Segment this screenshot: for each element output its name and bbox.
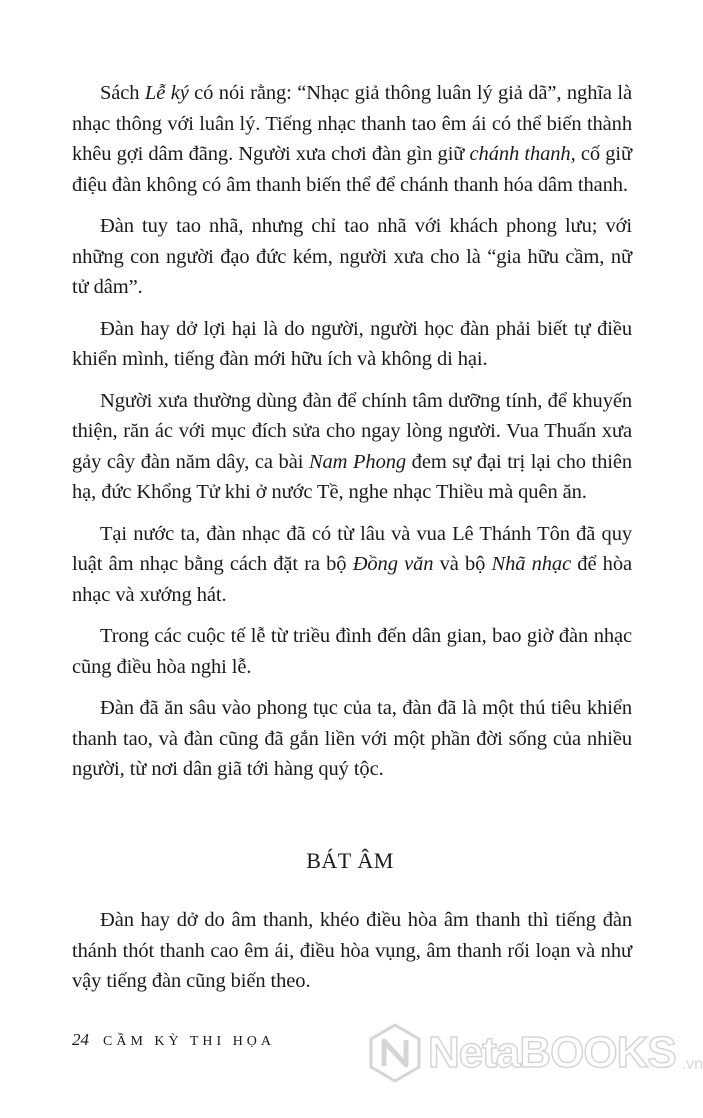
text-run: và bộ bbox=[433, 553, 492, 575]
text-run: để hòa nhạc và xướng hát. bbox=[72, 553, 632, 606]
paragraph bbox=[72, 693, 632, 785]
text-run: cố giữ điệu đàn không có âm thanh biến thể để chánh thanh hóa dâm thanh. bbox=[72, 143, 632, 196]
paragraph bbox=[72, 905, 632, 997]
text-run: Đàn đã ăn sâu vào phong tục của ta, đàn đã là một thú tiêu khiển thanh tao, và đàn cũng đã gắn liền với một phần đời sống của nhiều người, từ nơi dân giã tới hàng quý tộc. bbox=[72, 697, 632, 780]
section-body-text bbox=[72, 905, 632, 1008]
paragraph bbox=[72, 621, 632, 682]
text-run: có nói rằng: “Nhạc giả thông luân lý giả dã”, nghĩa là nhạc thông với luân lý. Tiếng nhạc thanh tao êm ái có thể biến thành khêu gợi dâm đãng. Người xưa chơi đàn gìn giữ bbox=[72, 82, 632, 165]
paragraph bbox=[72, 519, 632, 611]
italic-text: Nam Phong bbox=[308, 450, 407, 473]
paragraph bbox=[72, 386, 632, 508]
page-number: 24 bbox=[72, 1030, 89, 1049]
text-run: Đàn hay dở lợi hại là do người, người học đàn phải biết tự điều khiển mình, tiếng đàn mới hữu ích và không di hại. bbox=[72, 317, 632, 370]
running-title: CẦM KỲ THI HỌA bbox=[103, 1034, 276, 1049]
italic-text: Lễ ký bbox=[144, 82, 189, 104]
watermark-suffix: .vn bbox=[681, 1056, 703, 1073]
text-run: Người xưa thường dùng đàn để chính tâm dưỡng tính, để khuyến thiện, răn ác với mục đích sửa cho ngay lòng người. Vua Thuấn xưa gảy cây đàn năm dây, ca bài bbox=[72, 389, 632, 473]
paragraph bbox=[72, 314, 632, 375]
watermark-brand: NetaBOOKS bbox=[428, 1028, 676, 1077]
text-run: Sách bbox=[100, 82, 145, 104]
italic-text: Nhã nhạc bbox=[491, 553, 572, 575]
section-title: BÁT ÂM bbox=[306, 848, 394, 873]
body-text bbox=[72, 78, 632, 796]
paragraph bbox=[72, 211, 632, 303]
text-run: Trong các cuộc tế lễ từ triều đình đến dân gian, bao giờ đàn nhạc cũng điều hòa nghi lễ. bbox=[72, 625, 632, 678]
italic-text: Đồng văn bbox=[352, 553, 434, 575]
text-run: Đàn hay dở do âm thanh, khéo điều hòa âm thanh thì tiếng đàn thánh thót thanh cao êm ái, điều hòa vụng, âm thanh rối loạn và như vậy tiếng đàn cũng biến theo. bbox=[72, 909, 632, 992]
text-run: Đàn tuy tao nhã, nhưng chỉ tao nhã với khách phong lưu; với những con người đạo đức kém, người xưa cho là “gia hữu cầm, nữ tử dâm”. bbox=[72, 215, 632, 298]
italic-text: chánh thanh, bbox=[469, 143, 576, 165]
watermark bbox=[368, 1022, 703, 1084]
page-footer bbox=[72, 1030, 275, 1050]
text-run: đem sự đại trị lại cho thiên hạ, đức Khổng Tử khi ở nước Tề, nghe nhạc Thiều mà quên ăn. bbox=[72, 450, 633, 503]
neta-n-icon bbox=[368, 1022, 422, 1084]
text-run: Tại nước ta, đàn nhạc đã có từ lâu và vua Lê Thánh Tôn đã quy luật âm nhạc bằng cách đặt ra bộ bbox=[72, 522, 632, 575]
paragraph bbox=[72, 78, 632, 200]
